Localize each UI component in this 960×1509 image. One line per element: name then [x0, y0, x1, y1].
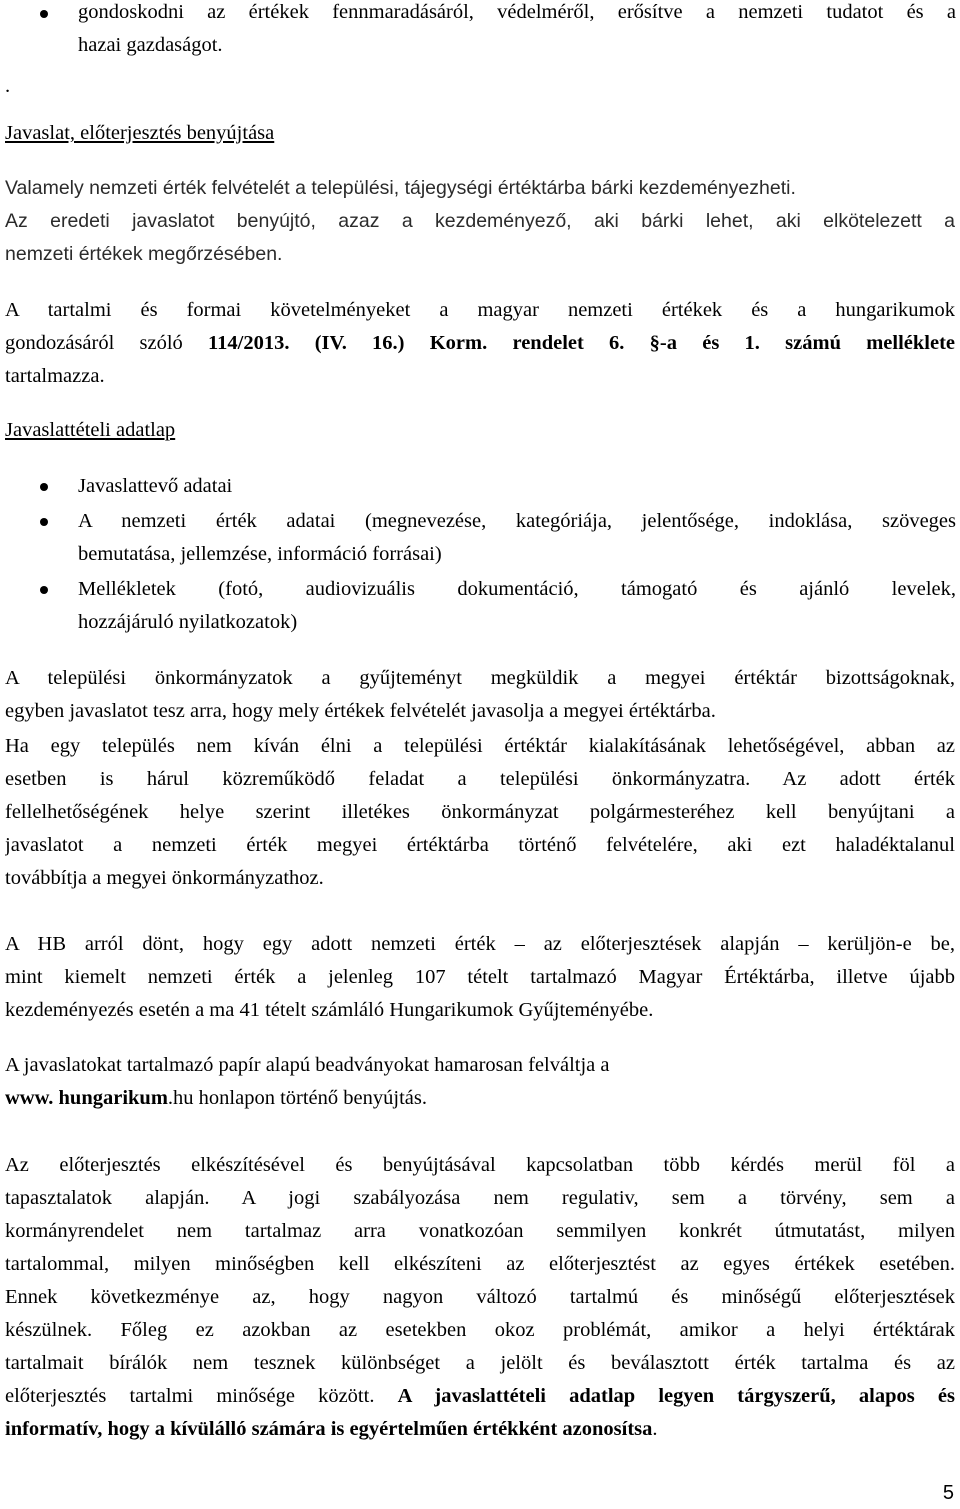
bullet-dot: [40, 586, 48, 594]
bullet-dot: [40, 10, 48, 18]
website-reference: www. hungarikum: [5, 1087, 168, 1109]
bullet-dot: [40, 518, 48, 526]
paragraph-online-submission: A javaslatokat tartalmazó papír alapú beadványokat hamarosan felváltja a www. hungarikum.hu honlapon történő benyújtás.: [5, 1054, 610, 1109]
list-item: A nemzeti érték adatai (megnevezése, kategóriája, jelentősége, indoklása, szöveges bemutatása, jellemzése, információ forrásai): [78, 510, 956, 565]
text-line: hazai gazdaságot.: [78, 34, 223, 56]
paragraph-initiation: Valamely nemzeti érték felvételét a települési, tájegységi értéktárba bárki kezdeményezheti. Az eredeti javaslatot benyújtó, azaz a kezdeményező, aki bárki lehet, aki elkötelezett a nemzeti értékek megőrzésében.: [5, 177, 955, 265]
paragraph-questions: Az előterjesztés elkészítésével és benyújtásával kapcsolatban több kérdés merül föl a tapasztalatok alapján. A jogi szabályozása nem regulativ, sem a törvény, sem a kormányrendelet nem tartalmaz arra vonatkozóan semmilyen konkrét útmutatást, milyen tartalommal, milyen minőségben kell elkészíteni az előterjesztést az egyes értékek esetében. Ennek következménye az, hogy nagyon változó tartalmú és minőségű előterjesztések készülnek. Főleg ez azokban az esetekben okoz problémát, amikor a helyi értéktárak tartalmait bírálók nem tesznek különbséget a jelölt és beválasztott érték tartalma és az előterjesztés tartalmi minősége között. A javaslattételi adatlap legyen tárgyszerű, alapos és informatív, hogy a kívülálló számára is egyértelműen értékként azonosítsa.: [5, 1154, 955, 1440]
page-number: 5: [942, 1482, 954, 1504]
emphasis-text: informatív, hogy a kívülálló számára is egyértelműen értékként azonosítsa: [5, 1418, 653, 1440]
paragraph-settlement: Ha egy település nem kíván élni a települési értéktár kialakításának lehetőségével, abban az esetben is hárul közreműködő feladat a települési önkormányzatra. Az adott érték fellelhetőségének helye szerint illetékes önkormányzat polgármesteréhez kell benyújtani a javaslatot a nemzeti érték megyei értéktárba történő felvételére, aki ezt haladéktalanul továbbítja a megyei önkormányzathoz.: [5, 735, 955, 889]
top-bullet-text: [78, 0, 956, 62]
paragraph-municipalities: A települési önkormányzatok a gyűjteményt megküldik a megyei értéktár bizottságoknak, egyben javaslatot tesz arra, hogy mely értékek felvételét javasolja a megyei értéktárba.: [5, 667, 955, 722]
section-heading-submission: Javaslat, előterjesztés benyújtása: [5, 122, 275, 144]
list-item: Javaslattevő adatai: [78, 475, 233, 497]
stray-dot: .: [5, 75, 11, 97]
emphasis-text: A javaslattételi adatlap legyen tárgyszerű, alapos és: [397, 1385, 955, 1407]
section-heading-form: Javaslattételi adatlap: [5, 419, 176, 441]
paragraph-hb-decision: A HB arról dönt, hogy egy adott nemzeti érték – az előterjesztések alapján – kerüljön-e be, mint kiemelt nemzeti érték a jelenleg 107 tételt tartalmazó Magyar Értéktárba, illetve újabb kezdeményezés esetén a ma 41 tételt számláló Hungarikumok Gyűjteményébe.: [5, 933, 955, 1021]
list-item: Mellékletek (fotó, audiovizuális dokumentáció, támogató és ajánló levelek, hozzájáruló nyilatkozatok): [78, 578, 956, 633]
paragraph-requirements: A tartalmi és formai követelményeket a magyar nemzeti értékek és a hungarikumok gondozásáról szóló 114/2013. (IV. 16.) Korm. rendelet 6. §-a és 1. számú melléklete tartalmazza.: [5, 299, 955, 387]
text-line: gondoskodni az értékek fennmaradásáról, védelméről, erősítve a nemzeti tudatot és a: [78, 1, 956, 23]
bullet-dot: [40, 483, 48, 491]
regulation-reference: 114/2013. (IV. 16.) Korm. rendelet 6. §-a és 1. számú melléklete: [208, 332, 955, 354]
